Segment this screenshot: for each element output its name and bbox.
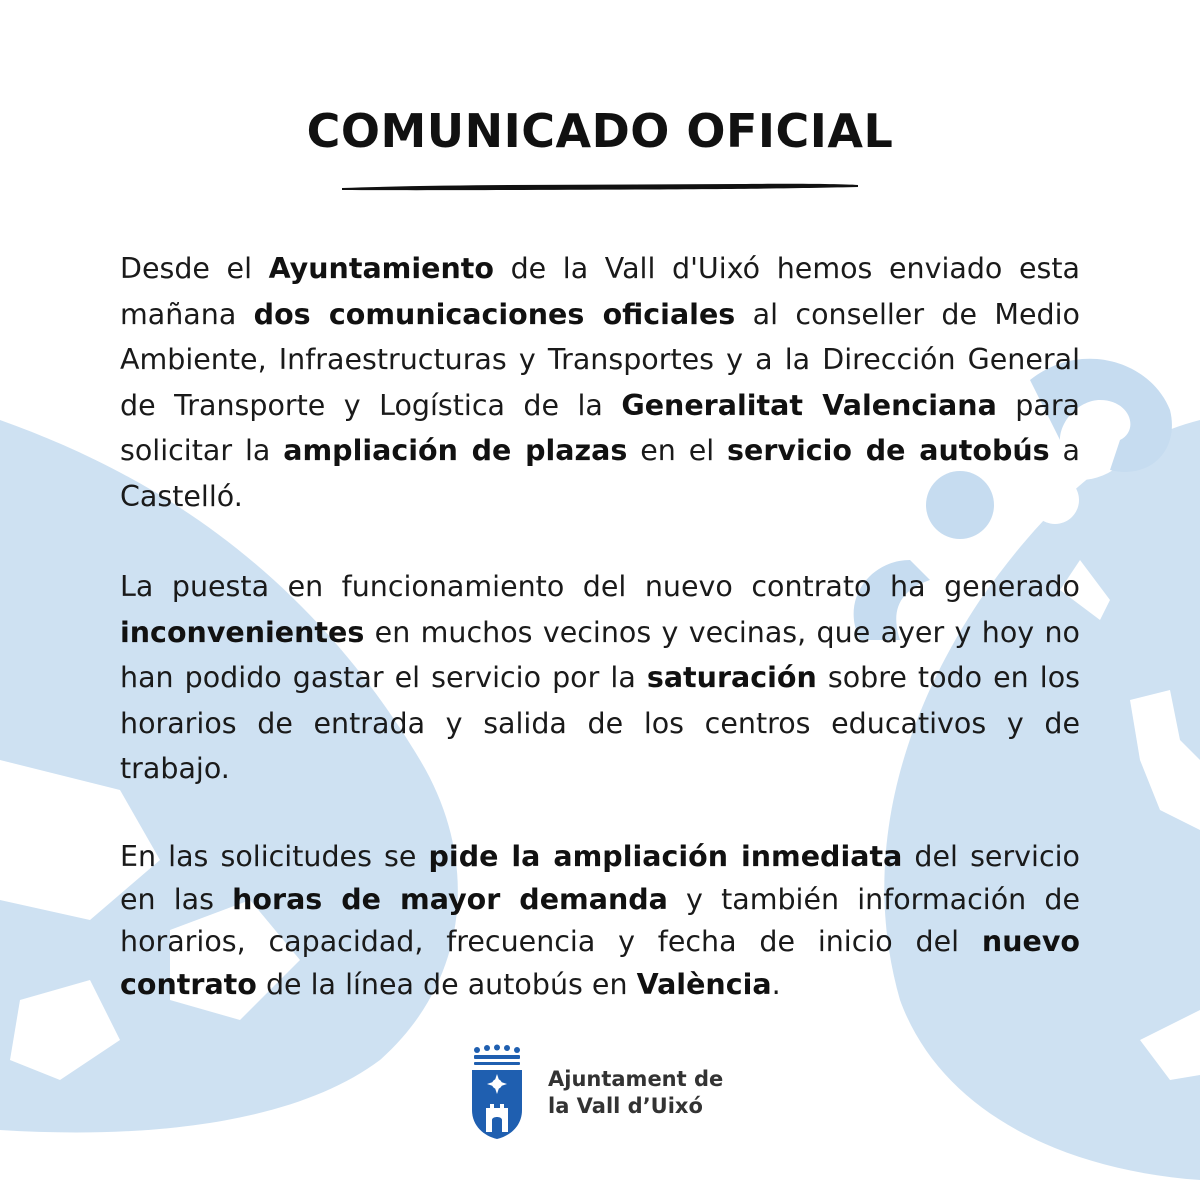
text-run: a Castelló. bbox=[120, 434, 1080, 513]
text-run-bold: ampliación de plazas bbox=[283, 434, 628, 467]
text-run: y también información de horarios, capacidad, frecuencia y fecha de inicio del bbox=[120, 882, 1080, 958]
paragraph-request bbox=[120, 836, 1080, 1006]
footer-line-1: Ajuntament de bbox=[548, 1067, 724, 1091]
text-run-bold: València bbox=[636, 967, 772, 1001]
text-run-bold: Generalitat Valenciana bbox=[621, 388, 997, 422]
text-run: del servicio en las bbox=[120, 840, 1080, 916]
text-run-bold: saturación bbox=[646, 661, 817, 694]
text-run: al conseller de Medio Ambiente, Infraestructuras y Transportes y a la Dirección General de Transporte y Logística de la bbox=[120, 297, 1080, 422]
text-run: sobre todo en los horarios de entrada y salida de los centros educativos y de trabajo. bbox=[120, 661, 1080, 785]
footer-line-2: la Vall d’Uixó bbox=[548, 1094, 703, 1118]
paragraph-problem bbox=[120, 564, 1080, 792]
text-run: en muchos vecinos y vecinas, que ayer y hoy no han podido gastar el servicio por la bbox=[120, 615, 1080, 694]
text-run: Desde el bbox=[120, 252, 269, 285]
text-run: La puesta en funcionamiento del nuevo contrato ha generado bbox=[120, 570, 1080, 603]
footer-org-name bbox=[548, 1066, 723, 1120]
text-run: En las solicitudes se bbox=[120, 840, 429, 873]
municipal-crest-icon bbox=[468, 1044, 526, 1140]
text-run-bold: nuevo contrato bbox=[120, 925, 1080, 1001]
text-run-bold: horas de mayor demanda bbox=[232, 882, 668, 916]
text-run: de la Vall d'Uixó hemos enviado esta mañana bbox=[120, 252, 1080, 331]
text-run-bold: pide la ampliación inmediata bbox=[428, 840, 903, 873]
title-underline bbox=[340, 180, 860, 194]
text-run: para solicitar la bbox=[120, 388, 1081, 467]
text-run-bold: Ayuntamiento bbox=[268, 252, 494, 285]
text-run-bold: dos comunicaciones oficiales bbox=[253, 297, 736, 331]
text-run: de la línea de autobús en bbox=[256, 967, 637, 1001]
text-run: . bbox=[771, 967, 781, 1001]
text-run-bold: inconvenientes bbox=[120, 615, 365, 649]
page-title: COMUNICADO OFICIAL bbox=[306, 104, 894, 158]
paragraph-intro bbox=[120, 246, 1080, 519]
text-run: en el bbox=[627, 434, 728, 467]
text-run-bold: servicio de autobús bbox=[727, 434, 1050, 467]
